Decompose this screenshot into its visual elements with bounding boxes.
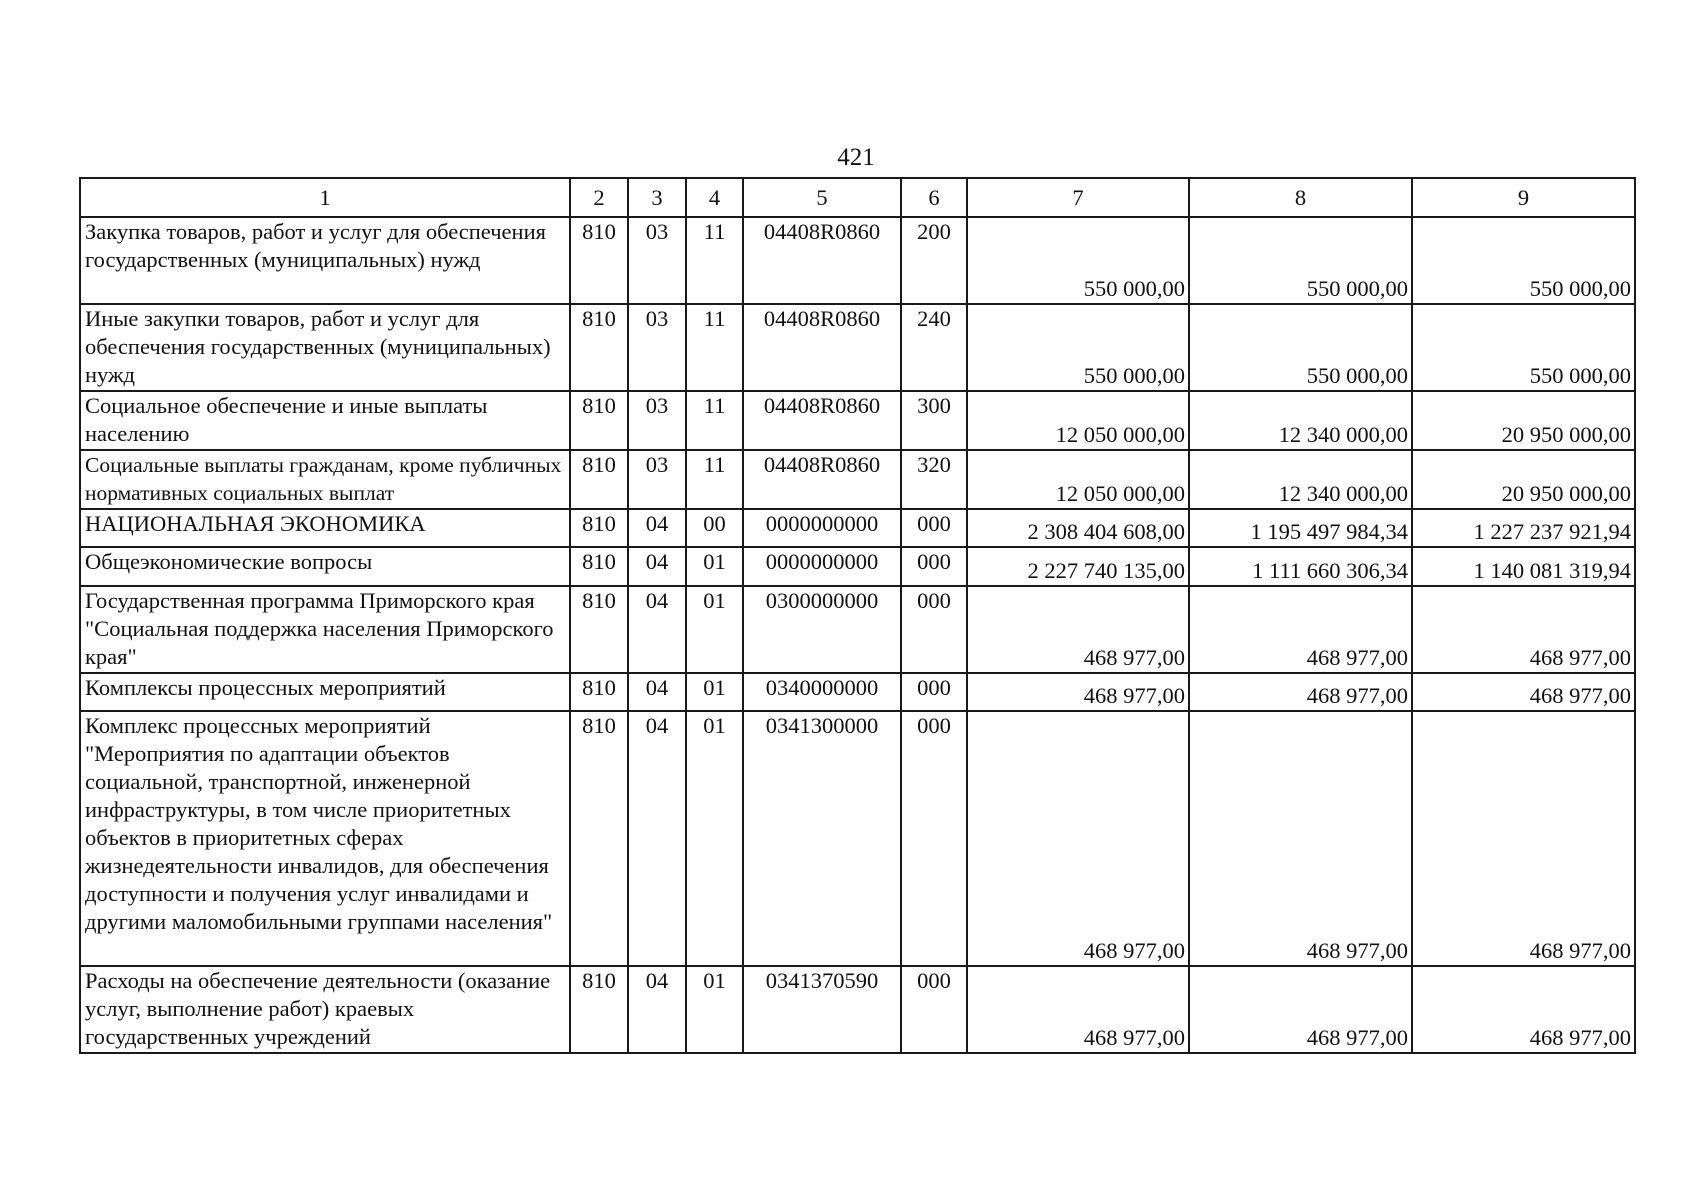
code-cell: 04408R0860 <box>743 304 901 391</box>
header-cell: 6 <box>901 178 967 217</box>
code-cell: 000 <box>901 966 967 1053</box>
table-row <box>80 217 1635 304</box>
code-cell: 01 <box>686 586 743 673</box>
amount-cell: 468 977,00 <box>1412 966 1635 1053</box>
code-cell: 04 <box>628 547 686 586</box>
code-cell: 000 <box>901 547 967 586</box>
header-cell: 4 <box>686 178 743 217</box>
amount-cell: 468 977,00 <box>1189 673 1412 711</box>
amount-cell: 2 308 404 608,00 <box>967 509 1189 547</box>
amount-cell: 468 977,00 <box>1189 711 1412 966</box>
code-cell: 03 <box>628 450 686 509</box>
amount-cell: 1 195 497 984,34 <box>1189 509 1412 547</box>
code-cell: 810 <box>570 217 628 304</box>
header-cell: 9 <box>1412 178 1635 217</box>
code-cell: 0000000000 <box>743 509 901 547</box>
code-cell: 03 <box>628 304 686 391</box>
amount-cell: 550 000,00 <box>1412 217 1635 304</box>
header-cell: 8 <box>1189 178 1412 217</box>
code-cell: 000 <box>901 673 967 711</box>
code-cell: 0341300000 <box>743 711 901 966</box>
code-cell: 04408R0860 <box>743 391 901 450</box>
code-cell: 04408R0860 <box>743 217 901 304</box>
item-name: Общеэкономические вопросы <box>80 547 570 586</box>
item-name: Расходы на обеспечение деятельности (оказание услуг, выполнение работ) краевых государственных учреждений <box>80 966 570 1053</box>
budget-table <box>79 177 1636 1054</box>
code-cell: 04 <box>628 966 686 1053</box>
amount-cell: 12 340 000,00 <box>1189 450 1412 509</box>
code-cell: 810 <box>570 586 628 673</box>
code-cell: 01 <box>686 673 743 711</box>
code-cell: 300 <box>901 391 967 450</box>
code-cell: 04408R0860 <box>743 450 901 509</box>
code-cell: 11 <box>686 217 743 304</box>
code-cell: 01 <box>686 966 743 1053</box>
header-cell: 7 <box>967 178 1189 217</box>
table-row <box>80 547 1635 586</box>
item-name: Иные закупки товаров, работ и услуг для обеспечения государственных (муниципальных) нужд <box>80 304 570 391</box>
code-cell: 000 <box>901 711 967 966</box>
table-row <box>80 711 1635 966</box>
amount-cell: 550 000,00 <box>1189 217 1412 304</box>
header-cell: 1 <box>80 178 570 217</box>
code-cell: 320 <box>901 450 967 509</box>
code-cell: 000 <box>901 586 967 673</box>
code-cell: 810 <box>570 711 628 966</box>
code-cell: 000 <box>901 509 967 547</box>
amount-cell: 12 050 000,00 <box>967 391 1189 450</box>
item-name: Комплексы процессных мероприятий <box>80 673 570 711</box>
amount-cell: 550 000,00 <box>1189 304 1412 391</box>
code-cell: 03 <box>628 391 686 450</box>
amount-cell: 1 111 660 306,34 <box>1189 547 1412 586</box>
table-row <box>80 391 1635 450</box>
code-cell: 11 <box>686 304 743 391</box>
amount-cell: 468 977,00 <box>1189 966 1412 1053</box>
table-row <box>80 509 1635 547</box>
code-cell: 0341370590 <box>743 966 901 1053</box>
code-cell: 200 <box>901 217 967 304</box>
page-number: 421 <box>837 144 875 171</box>
amount-cell: 468 977,00 <box>1189 586 1412 673</box>
amount-cell: 468 977,00 <box>1412 673 1635 711</box>
code-cell: 810 <box>570 509 628 547</box>
code-cell: 810 <box>570 673 628 711</box>
amount-cell: 468 977,00 <box>1412 711 1635 966</box>
code-cell: 04 <box>628 711 686 966</box>
amount-cell: 468 977,00 <box>967 586 1189 673</box>
code-cell: 0340000000 <box>743 673 901 711</box>
header-row <box>80 178 1635 217</box>
code-cell: 11 <box>686 450 743 509</box>
code-cell: 810 <box>570 391 628 450</box>
code-cell: 01 <box>686 547 743 586</box>
code-cell: 03 <box>628 217 686 304</box>
header-cell: 3 <box>628 178 686 217</box>
code-cell: 04 <box>628 586 686 673</box>
amount-cell: 20 950 000,00 <box>1412 391 1635 450</box>
header-cell: 5 <box>743 178 901 217</box>
amount-cell: 12 050 000,00 <box>967 450 1189 509</box>
amount-cell: 12 340 000,00 <box>1189 391 1412 450</box>
item-name: Комплекс процессных мероприятий "Мероприятия по адаптации объектов социальной, транспортной, инженерной инфраструктуры, в том числе приоритетных объектов в приоритетных сферах жизнедеятельности инвалидов, для обеспечения доступности и получения услуг инвалидами и другими маломобильными группами населения" <box>80 711 570 966</box>
code-cell: 11 <box>686 391 743 450</box>
header-cell: 2 <box>570 178 628 217</box>
code-cell: 04 <box>628 509 686 547</box>
code-cell: 240 <box>901 304 967 391</box>
amount-cell: 550 000,00 <box>967 304 1189 391</box>
amount-cell: 468 977,00 <box>967 711 1189 966</box>
item-name: Государственная программа Приморского края "Социальная поддержка населения Приморского края" <box>80 586 570 673</box>
code-cell: 01 <box>686 711 743 966</box>
amount-cell: 1 227 237 921,94 <box>1412 509 1635 547</box>
code-cell: 810 <box>570 547 628 586</box>
amount-cell: 550 000,00 <box>1412 304 1635 391</box>
table-row <box>80 673 1635 711</box>
item-name: НАЦИОНАЛЬНАЯ ЭКОНОМИКА <box>80 509 570 547</box>
table-row <box>80 304 1635 391</box>
amount-cell: 550 000,00 <box>967 217 1189 304</box>
item-name: Закупка товаров, работ и услуг для обеспечения государственных (муниципальных) нужд <box>80 217 570 304</box>
amount-cell: 468 977,00 <box>1412 586 1635 673</box>
amount-cell: 468 977,00 <box>967 966 1189 1053</box>
amount-cell: 2 227 740 135,00 <box>967 547 1189 586</box>
code-cell: 810 <box>570 966 628 1053</box>
code-cell: 00 <box>686 509 743 547</box>
table-row <box>80 966 1635 1053</box>
amount-cell: 20 950 000,00 <box>1412 450 1635 509</box>
item-name: Социальные выплаты гражданам, кроме публичных нормативных социальных выплат <box>80 450 570 509</box>
item-name: Социальное обеспечение и иные выплаты населению <box>80 391 570 450</box>
table-row <box>80 450 1635 509</box>
table-row <box>80 586 1635 673</box>
amount-cell: 1 140 081 319,94 <box>1412 547 1635 586</box>
code-cell: 0000000000 <box>743 547 901 586</box>
amount-cell: 468 977,00 <box>967 673 1189 711</box>
code-cell: 810 <box>570 304 628 391</box>
code-cell: 04 <box>628 673 686 711</box>
code-cell: 0300000000 <box>743 586 901 673</box>
code-cell: 810 <box>570 450 628 509</box>
